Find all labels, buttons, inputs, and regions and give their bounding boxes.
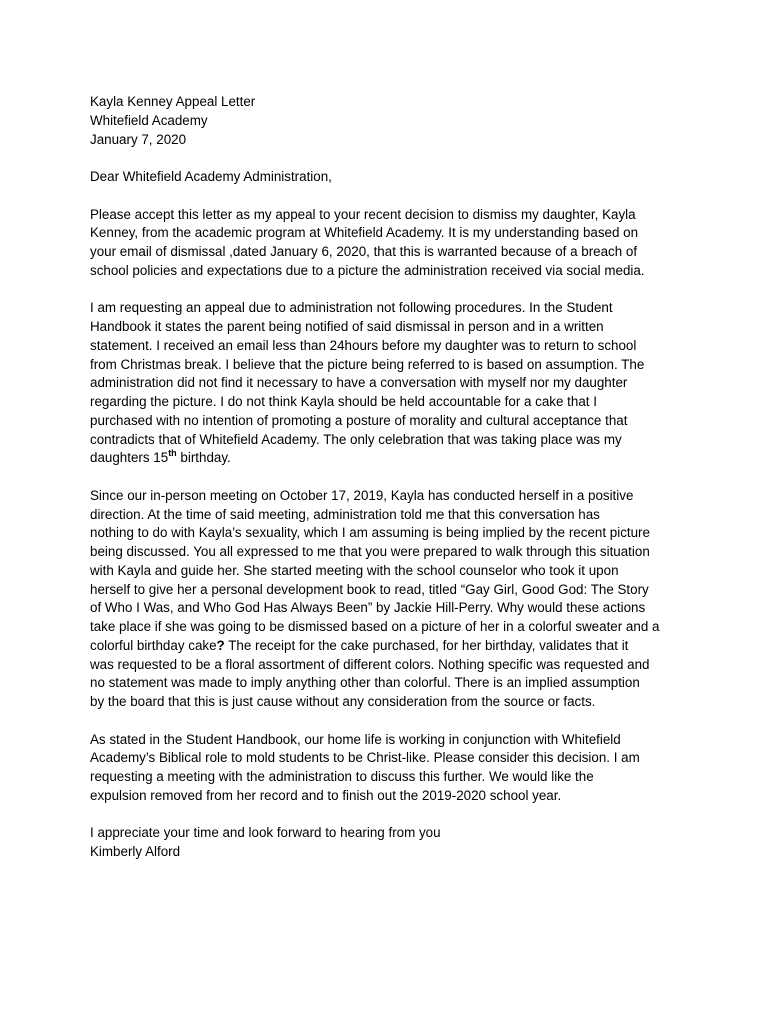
letter-header bbox=[90, 93, 690, 149]
paragraph-line: As stated in the Student Handbook, our home life is working in conjunction with Whitefield bbox=[90, 731, 621, 747]
letter-title: Kayla Kenney Appeal Letter bbox=[90, 94, 256, 109]
paragraph-line: I am requesting an appeal due to administration not following procedures. In the Student bbox=[90, 300, 613, 316]
paragraph-4 bbox=[90, 731, 690, 806]
paragraph-line: requesting a meeting with the administration to discuss this further. We would like the bbox=[90, 769, 594, 784]
paragraph-line: take place if she was going to be dismissed based on a picture of her in a colorful sweater and a bbox=[90, 619, 660, 634]
paragraph-line: direction. At the time of said meeting, administration told me that this conversation has bbox=[90, 506, 600, 522]
paragraph-line bbox=[90, 637, 690, 656]
birthday-text-end: birthday. bbox=[176, 450, 231, 466]
paragraph-line: being discussed. You all expressed to me that you were prepared to walk through this situation bbox=[90, 544, 650, 559]
paragraph-line: Academy’s Biblical role to mold students to be Christ-like. Please consider this decision. I am bbox=[90, 750, 640, 766]
closing-text: I appreciate your time and look forward to hearing from you bbox=[90, 825, 441, 841]
paragraph-3 bbox=[90, 487, 690, 712]
paragraph-2 bbox=[90, 299, 690, 468]
paragraph-line: expulsion removed from her record and to finish out the 2019-2020 school year. bbox=[90, 787, 562, 803]
paragraph-line: contradicts that of Whitefield Academy. The only celebration that was taking place was my bbox=[90, 431, 622, 447]
paragraph-1 bbox=[90, 206, 690, 281]
paragraph-line: school policies and expectations due to a picture the administration received via social media. bbox=[90, 262, 645, 278]
paragraph-line: your email of dismissal ,dated January 6, 2020, that this is warranted because of a breach of bbox=[90, 244, 638, 259]
ordinal-suffix: th bbox=[168, 447, 177, 458]
question-mark: ? bbox=[216, 637, 225, 653]
paragraph-line: Handbook it states the parent being notified of said dismissal in person and in a written bbox=[90, 319, 604, 334]
salutation-text: Dear Whitefield Academy Administration, bbox=[90, 169, 332, 184]
paragraph-line: herself to give her a personal development book to read, titled “Gay Girl, Good God: The Story bbox=[90, 581, 649, 597]
letter-closing bbox=[90, 824, 690, 862]
paragraph-line: statement. I received an email less than 24hours before my daughter was to return to school bbox=[90, 337, 637, 353]
paragraph-line: from Christmas break. I believe that the picture being referred to is based on assumption. The bbox=[90, 356, 645, 372]
birthday-text: daughters 15 bbox=[90, 450, 169, 466]
cake-text-end: The receipt for the cake purchased, for her birthday, validates that it bbox=[224, 637, 629, 653]
cake-text: colorful birthday cake bbox=[90, 637, 217, 653]
paragraph-line: no statement was made to imply anything other than colorful. There is an implied assumption bbox=[90, 675, 640, 691]
paragraph-line: regarding the picture. I do not think Kayla should be held accountable for a cake that I bbox=[90, 394, 597, 409]
paragraph-line: by the board that this is just cause without any consideration from the source or facts. bbox=[90, 694, 596, 709]
letter-page bbox=[90, 93, 690, 862]
paragraph-line: of Who I Was, and Who God Has Always Been” by Jackie Hill-Perry. Why would these actions bbox=[90, 600, 646, 616]
paragraph-line: nothing to do with Kayla’s sexuality, which I am assuming is being implied by the recent picture bbox=[90, 525, 650, 541]
paragraph-line: Since our in-person meeting on October 17, 2019, Kayla has conducted herself in a positive bbox=[90, 487, 634, 503]
paragraph-line bbox=[90, 449, 690, 468]
paragraph-line: with Kayla and guide her. She started meeting with the school counselor who took it upon bbox=[90, 562, 619, 578]
paragraph-line: administration did not find it necessary to have a conversation with myself nor my daughter bbox=[90, 375, 628, 391]
paragraph-line: Kenney, from the academic program at Whitefield Academy. It is my understanding based on bbox=[90, 225, 639, 241]
organization-name: Whitefield Academy bbox=[90, 112, 208, 128]
paragraph-line: was requested to be a floral assortment of different colors. Nothing specific was requested and bbox=[90, 656, 650, 672]
paragraph-line: Please accept this letter as my appeal to your recent decision to dismiss my daughter, Kayla bbox=[90, 206, 636, 222]
signature-name: Kimberly Alford bbox=[90, 844, 181, 859]
salutation bbox=[90, 168, 690, 187]
paragraph-line: purchased with no intention of promoting a posture of morality and cultural acceptance that bbox=[90, 412, 628, 428]
letter-date: January 7, 2020 bbox=[90, 131, 187, 147]
